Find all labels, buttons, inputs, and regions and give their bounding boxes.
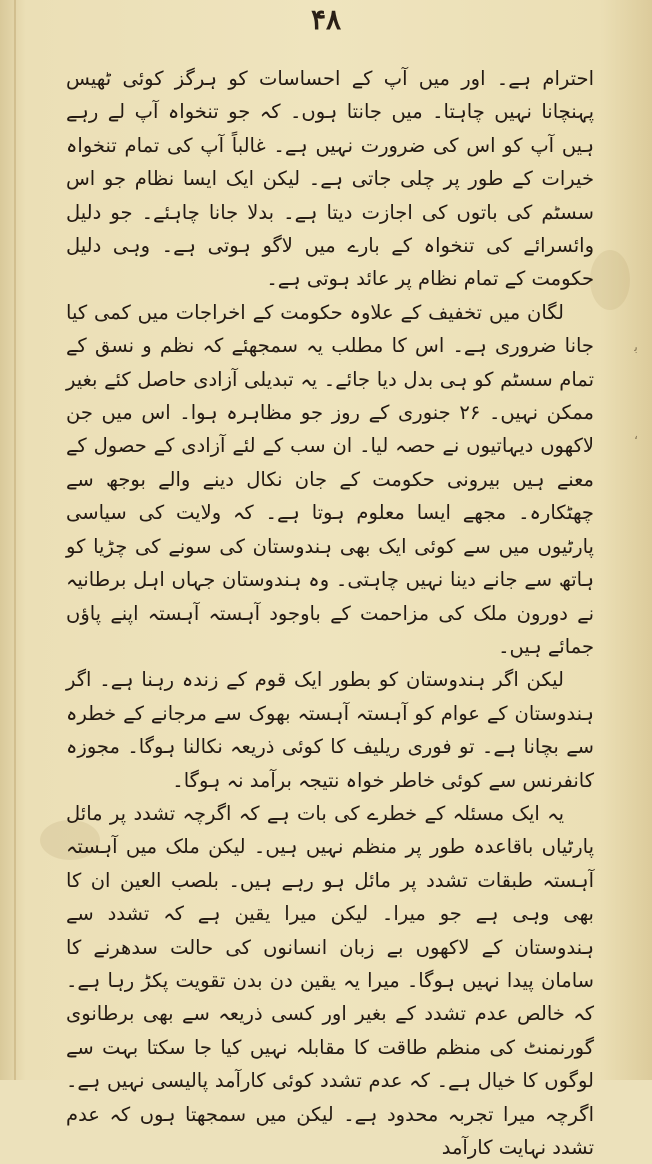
urdu-body-text: [66, 62, 594, 1164]
margin-pencil-mark: ،: [633, 428, 639, 443]
paper-stain: [590, 250, 630, 310]
margin-pencil-mark: ﺑ: [634, 340, 638, 355]
paragraph-2: لگان میں تخفیف کے علاوہ حکومت کے اخراجات میں کمی کیا جانا ضروری ہے۔ اس کا مطلب یہ سمجھئے کہ نظم و نسق کے تمام سسٹم کو ہی بدل دیا جائے۔ یہ تبدیلی آزادی حاصل کئے بغیر ممکن نہیں۔ ۲۶ جنوری کے روز جو مظاہرہ ہوا۔ اس میں جن لاکھوں دیہاتیوں نے حصہ لیا۔ ان سب کے لئے آزادی کے حصول کے معنے ہیں بیرونی حکومت کے جان نکال دینے والے بوجھ سے چھٹکارہ۔ مجھے ایسا معلوم ہوتا ہے۔ کہ ولایت کی سیاسی پارٹیوں میں سے کوئی ایک بھی ہندوستان کی سونے کی چڑیا کو ہاتھ سے جانے دینا نہیں چاہتی۔ وہ ہندوستان جہاں اہل برطانیہ نے دورون ملک کی مزاحمت کے باوجود آہستہ آہستہ اپنے پاؤں جمائے ہیں۔: [66, 300, 594, 658]
binding-edge: [14, 0, 16, 1080]
page-number: ۴۸: [310, 3, 342, 36]
paragraph-1: احترام ہے۔ اور میں آپ کے احساسات کو ہرگز کوئی ٹھیس پہنچانا نہیں چاہتا۔ میں جانتا ہوں۔ کہ جو تنخواہ آپ لے رہے ہیں آپ کو اس کی ضرورت نہیں ہے۔ غالباً آپ کی تمام تنخواہ خیرات کے طور پر چلی جاتی ہے۔ لیکن ایک ایسا نظام جو اس سسٹم کی باتوں کی اجازت دیتا ہے۔ بدلا جانا چاہئے۔ جو دلیل وائسرائے کی تنخواہ کے بارے میں لاگو ہوتی ہے۔ وہی دلیل حکومت کے تمام نظام پر عائد ہوتی ہے۔: [66, 67, 594, 291]
paragraph-4: یہ ایک مسئلہ کے خطرے کی بات ہے کہ اگرچہ تشدد پر مائل پارٹیاں باقاعدہ طور پر منظم نہیں ہیں۔ لیکن ملک میں آہستہ آہستہ طبقات تشدد پر مائل ہو رہے ہیں۔ بلصب العین ان کا بھی وہی ہے جو میرا۔ لیکن میرا یقین ہے کہ تشدد سے ہندوستان کے لاکھوں بے زبان انسانوں کی حالت سدھرنے کا سامان پیدا نہیں ہوگا۔ میرا یہ یقین دن بدن تقویت پکڑ رہا ہے۔ کہ خالص عدم تشدد کے بغیر اور کسی ذریعہ سے بھی برطانوی گورنمنٹ کی منظم طاقت کا مقابلہ نہیں کیا جا سکتا بہت سے لوگوں کا خیال ہے۔ کہ عدم تشدد کوئی کارآمد پالیسی نہیں ہے۔ اگرچہ میرا تجربہ محدود ہے۔ لیکن میں سمجھتا ہوں کہ عدم تشدد نہایت کارآمد: [66, 801, 594, 1159]
paragraph-3: لیکن اگر ہندوستان کو بطور ایک قوم کے زندہ رہنا ہے۔ اگر ہندوستان کے عوام کو آہستہ آہستہ بھوک سے مرجانے کے خطرہ سے بچانا ہے۔ تو فوری ریلیف کا کوئی ذریعہ نکالنا ہوگا۔ مجوزہ کانفرنس سے کوئی خاطر خواہ نتیجہ برآمد نہ ہوگا۔: [66, 668, 594, 792]
